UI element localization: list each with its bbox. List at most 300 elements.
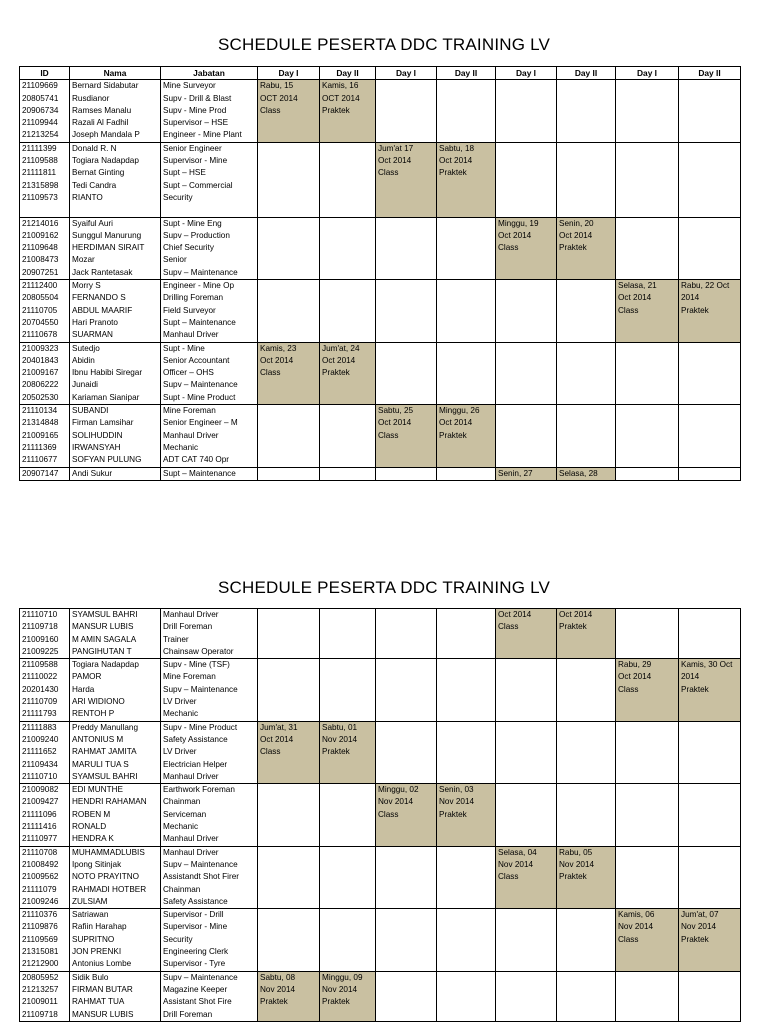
id-cell-line: 21111793 (22, 709, 57, 719)
jabatan-cell-line: Supervisor – HSE (163, 118, 229, 128)
id-cell (20, 142, 70, 217)
empty-day-cell (437, 342, 496, 404)
day-line: Oct 2014 (260, 734, 294, 744)
nama-cell (70, 217, 161, 279)
empty-day-cell (679, 467, 741, 480)
nama-cell (70, 609, 161, 659)
nama-cell (70, 80, 161, 142)
day-1-cell (376, 784, 437, 846)
day-line: Nov 2014 (618, 922, 654, 932)
id-cell-line: 21109718 (22, 622, 58, 632)
nama-cell-line: MANSUR LUBIS (72, 622, 134, 632)
empty-day-cell (616, 846, 679, 908)
id-cell-line: 21009160 (22, 634, 59, 644)
jabatan-cell (161, 142, 258, 217)
id-cell-line: 20907251 (22, 267, 59, 277)
nama-cell-line: SOFYAN PULUNG (72, 455, 142, 465)
day-line: Class (260, 747, 281, 757)
day-line: Class (618, 305, 639, 315)
jabatan-cell-line: Manhaul Driver (163, 610, 219, 619)
day-1-cell (616, 280, 679, 342)
empty-day-cell (376, 280, 437, 342)
header-id: ID (20, 67, 70, 80)
jabatan-cell-line: Mechanic (163, 442, 199, 452)
id-cell (20, 721, 70, 783)
day-line: Praktek (559, 243, 587, 253)
jabatan-cell-line: Manhaul Driver (163, 847, 219, 857)
empty-day-cell (616, 217, 679, 279)
jabatan-cell (161, 971, 258, 1021)
nama-cell-line: FIRMAN BUTAR (72, 984, 133, 994)
jabatan-cell-line: Officer – OHS (163, 368, 214, 378)
empty-day-cell (376, 80, 437, 142)
id-cell-line: 20805504 (22, 293, 59, 303)
id-cell-line: 21109573 (22, 192, 58, 202)
empty-day-cell (258, 846, 320, 908)
nama-cell-line: Syaiful Auri (72, 218, 113, 228)
group-row (20, 342, 741, 404)
empty-day-cell (557, 405, 616, 467)
id-cell-line: 21112400 (22, 281, 58, 291)
nama-cell (70, 405, 161, 467)
nama-cell (70, 909, 161, 971)
nama-cell (70, 659, 161, 721)
day-1-cell (496, 217, 557, 279)
nama-cell-line: Kariaman Sianipar (72, 392, 140, 402)
id-cell (20, 342, 70, 404)
id-cell-line: 20502530 (22, 392, 59, 402)
nama-cell-line: Bernard Sidabutar (72, 81, 139, 91)
day-2-cell (557, 846, 616, 908)
empty-day-cell (496, 280, 557, 342)
nama-cell (70, 342, 161, 404)
empty-day-cell (320, 609, 376, 659)
jabatan-cell (161, 467, 258, 480)
day-line: Kamis, 16 (322, 81, 359, 91)
id-cell-line: 20805952 (22, 972, 59, 982)
day-line: OCT 2014 (260, 93, 298, 103)
id-cell (20, 659, 70, 721)
nama-cell-line: SUARMAN (72, 330, 113, 340)
jabatan-cell-line: LV Driver (163, 747, 197, 757)
nama-cell-line: Sutedjo (72, 343, 100, 353)
jabatan-cell-line: Supervisor - Mine (163, 922, 228, 932)
day-line: Oct 2014 (260, 355, 294, 365)
group-row (20, 909, 741, 971)
day-line: 2014 (681, 293, 700, 303)
empty-day-cell (437, 909, 496, 971)
jabatan-cell-line: Supv – Maintenance (163, 684, 238, 694)
nama-cell-line: Abidin (72, 355, 95, 365)
day-line: Oct 2014 (498, 610, 532, 619)
jabatan-cell (161, 342, 258, 404)
day-line: Praktek (439, 430, 467, 440)
jabatan-cell-line: Mine Foreman (163, 406, 216, 416)
id-cell-line: 21009427 (22, 797, 59, 807)
day-line: Minggu, 02 (378, 785, 419, 795)
header-day-1c: Day I (496, 67, 557, 80)
id-cell-line: 21109434 (22, 759, 58, 769)
day-line: Praktek (681, 684, 709, 694)
day-line: Nov 2014 (559, 859, 595, 869)
day-2-cell (320, 721, 376, 783)
nama-cell-line: RENTOH P (72, 709, 115, 719)
id-cell (20, 217, 70, 279)
day-line: Praktek (322, 997, 350, 1007)
id-cell (20, 784, 70, 846)
header-day-2a: Day II (320, 67, 376, 80)
nama-cell-line: Mozar (72, 255, 95, 265)
nama-cell-line: ABDUL MAARIF (72, 305, 133, 315)
id-cell-line: 20201430 (22, 684, 59, 694)
nama-cell-line: Satriawan (72, 910, 109, 920)
id-cell-line: 20401843 (22, 355, 59, 365)
jabatan-cell-line: Supervisor - Tyre (163, 959, 226, 969)
jabatan-cell-line: Serviceman (163, 809, 207, 819)
empty-day-cell (557, 971, 616, 1021)
id-cell (20, 280, 70, 342)
id-cell-line: 21009323 (22, 343, 59, 353)
jabatan-cell-line: Drill Foreman (163, 1009, 213, 1019)
jabatan-cell-line: Chainman (163, 884, 201, 894)
day-line: Praktek (322, 105, 350, 115)
nama-cell-line: SUPRITNO (72, 934, 115, 944)
day-2-cell (557, 609, 616, 659)
nama-cell-line: HENDRI RAHAMAN (72, 797, 147, 807)
group-row (20, 971, 741, 1021)
jabatan-cell-line: Senior Accountant (163, 355, 230, 365)
jabatan-cell-line: Supt - Mine Product (163, 392, 236, 402)
empty-day-cell (258, 659, 320, 721)
day-line: Nov 2014 (681, 922, 717, 932)
nama-cell-line: Antonius Lombe (72, 959, 132, 969)
nama-cell-line: Joseph Mandala P (72, 130, 140, 140)
empty-day-cell (679, 142, 741, 217)
jabatan-cell (161, 405, 258, 467)
empty-day-cell (496, 971, 557, 1021)
nama-cell-line: Rafiin Harahap (72, 922, 127, 932)
day-2-cell (320, 971, 376, 1021)
nama-cell-line: Rusdianor (72, 93, 110, 103)
id-cell-line: 21009562 (22, 872, 59, 882)
day-line: Kamis, 23 (260, 343, 297, 353)
nama-cell (70, 280, 161, 342)
header-day-1d: Day I (616, 67, 679, 80)
jabatan-cell-line: Supv - Mine Product (163, 722, 238, 732)
id-cell-line: 21110710 (22, 771, 58, 781)
day-line: Nov 2014 (322, 734, 358, 744)
empty-day-cell (616, 342, 679, 404)
id-cell-line: 21009240 (22, 734, 59, 744)
jabatan-cell-line: Senior Engineer (163, 143, 222, 153)
jabatan-cell-line: Chainsaw Operator (163, 646, 234, 656)
nama-cell-line: IRWANSYAH (72, 442, 121, 452)
header-row (20, 67, 741, 80)
empty-day-cell (557, 342, 616, 404)
empty-day-cell (437, 971, 496, 1021)
jabatan-cell-line: Drill Foreman (163, 622, 213, 632)
nama-cell-line: Donald R. N (72, 143, 117, 153)
day-line: Sabtu, 18 (439, 143, 475, 153)
day-line: Senin, 03 (439, 785, 474, 795)
day-line: Nov 2014 (322, 984, 358, 994)
day-line: Praktek (322, 368, 350, 378)
day-line: Rabu, 15 (260, 81, 294, 91)
empty-day-cell (679, 405, 741, 467)
nama-cell-line: HENDRA K (72, 834, 114, 844)
empty-day-cell (258, 609, 320, 659)
id-cell-line: 21212900 (22, 959, 59, 969)
nama-cell-line: Ibnu Habibi Siregar (72, 368, 143, 378)
id-cell-line: 21213254 (22, 130, 59, 140)
day-line: Oct 2014 (378, 418, 412, 428)
day-line: Rabu, 29 (618, 660, 652, 670)
day-1-cell (376, 142, 437, 217)
jabatan-cell-line: Chief Security (163, 243, 214, 253)
nama-cell-line: ANTONIUS M (72, 734, 124, 744)
id-cell-line: 21110977 (22, 834, 58, 844)
day-line: Sabtu, 01 (322, 722, 358, 732)
id-cell-line: 21110710 (22, 610, 58, 619)
nama-cell-line: SUBANDI (72, 406, 109, 416)
empty-day-cell (320, 909, 376, 971)
group-row (20, 659, 741, 721)
empty-day-cell (616, 467, 679, 480)
jabatan-cell-line: Manhaul Driver (163, 771, 219, 781)
id-cell-line: 21008492 (22, 859, 59, 869)
empty-day-cell (258, 280, 320, 342)
empty-day-cell (320, 846, 376, 908)
empty-day-cell (496, 342, 557, 404)
jabatan-cell-line: Supt - Mine Eng (163, 218, 222, 228)
group-row (20, 609, 741, 659)
empty-day-cell (437, 846, 496, 908)
nama-cell (70, 784, 161, 846)
empty-day-cell (258, 784, 320, 846)
id-cell-line: 21111416 (22, 822, 57, 832)
nama-cell-line: ZULSIAM (72, 896, 108, 906)
day-line: Oct 2014 (439, 418, 473, 428)
jabatan-cell-line: Engineering Clerk (163, 947, 229, 957)
jabatan-cell-line: Supt - Mine (163, 343, 205, 353)
nama-cell-line: SYAMSUL BAHRI (72, 610, 138, 619)
day-line: Minggu, 09 (322, 972, 363, 982)
id-cell-line: 20704550 (22, 317, 59, 327)
jabatan-cell-line: Trainer (163, 634, 189, 644)
nama-cell-line (72, 204, 158, 216)
empty-day-cell (496, 80, 557, 142)
day-line: Kamis, 30 Oct (681, 660, 733, 670)
group-row (20, 405, 741, 467)
id-cell-line: 21111079 (22, 884, 57, 894)
jabatan-cell-line: Manhaul Driver (163, 834, 219, 844)
jabatan-cell-line: Drilling Foreman (163, 293, 224, 303)
day-line: 2014 (681, 672, 700, 682)
id-cell-line: 21009165 (22, 430, 59, 440)
nama-cell-line: PAMOR (72, 672, 102, 682)
jabatan-cell-line: Electrician Helper (163, 759, 228, 769)
day-line: Nov 2014 (378, 797, 414, 807)
nama-cell-line: FERNANDO S (72, 293, 126, 303)
nama-cell-line: ROBEN M (72, 809, 111, 819)
day-line: Class (618, 684, 639, 694)
nama-cell-line: Junaidi (72, 380, 98, 390)
nama-cell-line: EDI MUNTHE (72, 785, 123, 795)
empty-day-cell (557, 80, 616, 142)
nama-cell-line: RAHMADI HOTBER (72, 884, 147, 894)
empty-day-cell (320, 280, 376, 342)
jabatan-cell-line: Assistandt Shot Firer (163, 872, 239, 882)
jabatan-cell-line: Manhaul Driver (163, 430, 219, 440)
id-cell-line: 21110376 (22, 910, 58, 920)
empty-day-cell (258, 142, 320, 217)
empty-day-cell (437, 80, 496, 142)
day-line: Jum'at, 24 (322, 343, 360, 353)
empty-day-cell (616, 784, 679, 846)
empty-day-cell (376, 467, 437, 480)
empty-day-cell (320, 467, 376, 480)
header-day-2c: Day II (557, 67, 616, 80)
jabatan-cell-line: Magazine Keeper (163, 984, 228, 994)
jabatan-cell-line: Assistant Shot Fire (163, 997, 232, 1007)
empty-day-cell (557, 142, 616, 217)
empty-day-cell (557, 784, 616, 846)
id-cell-line: 21111096 (22, 809, 57, 819)
header-jabatan: Jabatan (161, 67, 258, 80)
empty-day-cell (320, 405, 376, 467)
jabatan-cell-line: Mechanic (163, 709, 199, 719)
id-cell-line: 21109588 (22, 156, 58, 166)
jabatan-cell-line: Mine Surveyor (163, 81, 216, 91)
id-cell-line: 21009162 (22, 230, 59, 240)
day-line: Oct 2014 (618, 672, 652, 682)
jabatan-cell (161, 784, 258, 846)
day-line: Class (260, 105, 281, 115)
header-day-1a: Day I (258, 67, 320, 80)
day-line: Praktek (439, 168, 467, 178)
day-1-cell (258, 721, 320, 783)
day-line: Rabu, 22 Oct (681, 281, 730, 291)
empty-day-cell (679, 217, 741, 279)
jabatan-cell-line: Supervisor - Drill (163, 910, 224, 920)
jabatan-cell-line: ADT CAT 740 Opr (163, 455, 229, 465)
nama-cell-line: M AMIN SAGALA (72, 634, 137, 644)
nama-cell-line: Preddy Manullang (72, 722, 138, 732)
id-cell-line: 21109944 (22, 118, 58, 128)
day-line: Sabtu, 25 (378, 406, 414, 416)
empty-day-cell (320, 217, 376, 279)
day-line: Jum'at, 07 (681, 910, 719, 920)
empty-day-cell (258, 909, 320, 971)
group-row (20, 280, 741, 342)
day-1-cell (258, 80, 320, 142)
empty-day-cell (616, 142, 679, 217)
day-line: OCT 2014 (322, 93, 360, 103)
nama-cell-line: Razali Al Fadhil (72, 118, 129, 128)
schedule-table-2 (19, 608, 741, 1022)
day-line: Praktek (681, 934, 709, 944)
nama-cell-line: MARULI TUA S (72, 759, 129, 769)
day-line: Praktek (260, 997, 288, 1007)
empty-day-cell (496, 659, 557, 721)
id-cell-line: 21110134 (22, 406, 58, 416)
id-cell-line: 21315898 (22, 180, 59, 190)
id-cell-line: 21111369 (22, 442, 57, 452)
day-line: Oct 2014 (498, 230, 532, 240)
day-1-cell (616, 659, 679, 721)
day-2-cell (557, 217, 616, 279)
empty-day-cell (616, 609, 679, 659)
day-2-cell (679, 659, 741, 721)
day-2-cell (437, 784, 496, 846)
day-line: Praktek (322, 747, 350, 757)
jabatan-cell-line: Supv - Mine Prod (163, 105, 227, 115)
group-row (20, 721, 741, 783)
nama-cell-line: SOLIHUDDIN (72, 430, 123, 440)
id-cell-line: 21315081 (22, 947, 59, 957)
jabatan-cell (161, 846, 258, 908)
header-day-1b: Day I (376, 67, 437, 80)
jabatan-cell-line: Safety Assistance (163, 896, 228, 906)
empty-day-cell (376, 342, 437, 404)
day-line: Jum'at 17 (378, 143, 414, 153)
nama-cell-line: Andi Sukur (72, 468, 113, 478)
id-cell-line: 21009011 (22, 997, 58, 1007)
id-cell-line: 21009082 (22, 785, 59, 795)
header-day-2b: Day II (437, 67, 496, 80)
jabatan-cell (161, 721, 258, 783)
empty-day-cell (679, 80, 741, 142)
id-cell-line: 21009167 (22, 368, 59, 378)
empty-day-cell (557, 659, 616, 721)
jabatan-cell-line (163, 204, 255, 216)
jabatan-cell-line: Supt – HSE (163, 168, 206, 178)
empty-day-cell (320, 659, 376, 721)
jabatan-cell-line: Supv - Drill & Blast (163, 93, 232, 103)
empty-day-cell (496, 405, 557, 467)
nama-cell-line: PANGIHUTAN T (72, 646, 132, 656)
nama-cell (70, 971, 161, 1021)
day-2-cell (437, 405, 496, 467)
day-line: Class (378, 809, 399, 819)
day-line: Minggu, 19 (498, 218, 539, 228)
nama-cell-line: Ramses Manalu (72, 105, 132, 115)
schedule-table-1 (19, 66, 741, 481)
empty-day-cell (496, 142, 557, 217)
id-cell (20, 609, 70, 659)
id-cell-line: 20805741 (22, 93, 59, 103)
nama-cell-line: JON PRENKI (72, 947, 122, 957)
id-cell (20, 909, 70, 971)
jabatan-cell (161, 280, 258, 342)
nama-cell-line: RAHMAT TUA (72, 997, 125, 1007)
nama-cell-line: Hari Pranoto (72, 317, 118, 327)
day-line: Oct 2014 (559, 230, 593, 240)
id-cell (20, 971, 70, 1021)
day-line: Class (498, 622, 519, 632)
jabatan-cell-line: Supv - Mine (TSF) (163, 660, 230, 670)
day-line: Class (378, 430, 399, 440)
schedule-body-2 (20, 609, 741, 1022)
empty-day-cell (679, 846, 741, 908)
day-line: Rabu, 05 (559, 847, 593, 857)
empty-day-cell (616, 971, 679, 1021)
id-cell-line: 21008473 (22, 255, 59, 265)
empty-day-cell (437, 609, 496, 659)
day-line: Nov 2014 (439, 797, 475, 807)
jabatan-cell-line: Engineer - Mine Op (163, 281, 234, 291)
day-line: Nov 2014 (260, 984, 296, 994)
